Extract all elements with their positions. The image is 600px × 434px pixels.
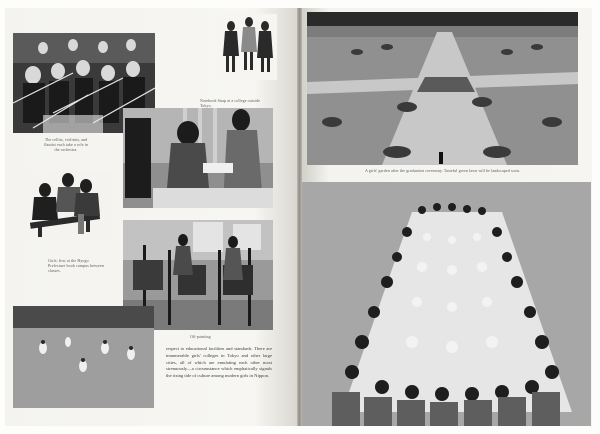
standing-girls-photo [217, 14, 277, 80]
garden-caption: A girls' garden after the graduation ceremony. Tasteful green lawn will be landscaped soon. [365, 168, 521, 173]
notebooks-caption: Notebook Snap at a college outside Tokyo. [200, 98, 260, 108]
garden-aerial-photo [307, 12, 578, 165]
article-body-text: respect to educational facilities and standards. There are innumerable girls' colleges in Tokyo and other large cities, all of which are emulating each other most strenuously—a circumstance which emphatically signals the rising tide of culture among modern girls in Nippon. [166, 346, 272, 379]
girls-caption: Girls: first at the Hyogo Prefecture book campus between classes. [48, 258, 104, 273]
classroom-photo [123, 108, 273, 208]
field-exercise-photo [13, 306, 154, 408]
banquet-group-photo [302, 182, 591, 426]
orchestra-caption: The cellist, violinist, and flautist each take a role in the orchestra. [43, 137, 88, 152]
bench-girls-photo [28, 170, 113, 240]
painting-caption: Oil-painting [190, 334, 211, 339]
